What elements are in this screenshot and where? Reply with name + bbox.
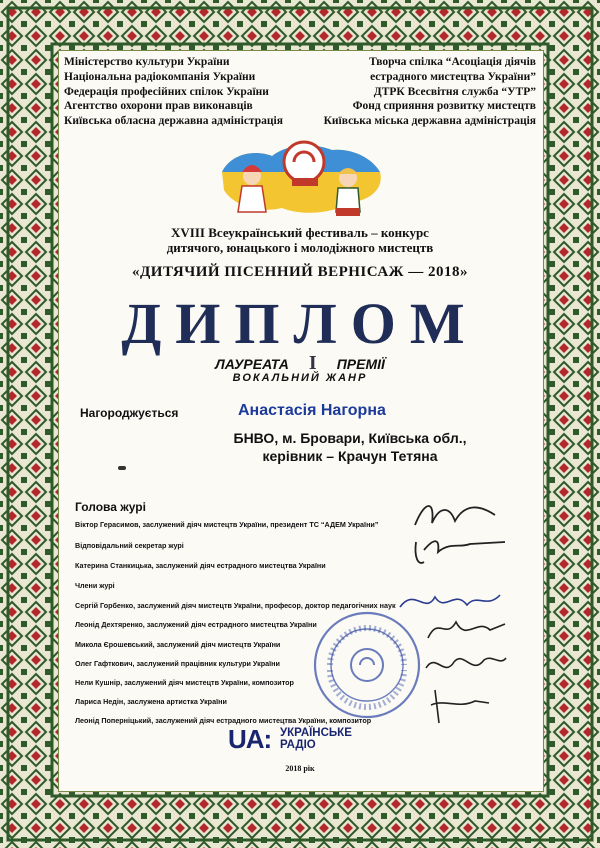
issue-year: 2018 рік [285, 764, 315, 773]
ink-mark [118, 466, 126, 470]
festival-name: «ДИТЯЧИЙ ПІСЕННИЙ ВЕРНІСАЖ — 2018» [131, 264, 469, 280]
organizer: Федерація професійних спілок України [64, 85, 269, 98]
signature [420, 648, 510, 682]
organizer: Агентство охорони прав виконавців [64, 100, 253, 113]
jury-line: Катерина Станкицька, заслужений діяч естрадного мистецтва України [75, 561, 326, 570]
diploma-title: ДИПЛОМ [121, 291, 479, 356]
jury-line: Леонід Дехтяренко, заслужений діяч естрадного мистецтва України [75, 620, 317, 629]
organizer: Київська обласна державна адміністрація [64, 115, 283, 128]
affiliation-line-1: БНВО, м. Бровари, Київська обл., [233, 430, 467, 446]
ua-mark: UA: [228, 724, 272, 754]
organizer: Міністерство культури України [64, 56, 230, 68]
organizer: Київська міська державна адміністрація [323, 115, 536, 128]
jury-line: Віктор Герасимов, заслужений діяч мистецтв України, президент ТС “АДЕМ України” [75, 520, 379, 529]
organizer: естрадного мистецтва України” [370, 70, 536, 83]
logo-line-2: РАДІО [280, 739, 316, 751]
jury-line: Нели Кушнір, заслужений діяч мистецтв України, композитор [75, 678, 294, 687]
jury-line: Лариса Недін, заслужена артистка України [75, 697, 227, 706]
ukrainian-radio-logo [228, 724, 368, 754]
organizers-right [324, 55, 536, 129]
jury-line: Відповідальний секретар журі [75, 541, 184, 550]
jury-line: Сергій Горбенко, заслужений діяч мистецтв України, професор, доктор педагогічних наук [75, 601, 396, 610]
organizer: Фонд сприяння розвитку мистецтв [352, 100, 536, 113]
jury-line: Члени журі [75, 581, 115, 590]
signature [410, 532, 510, 572]
jury-line: Леонід Поперніцький, заслужений діяч естрадного мистецтва України, композитор [75, 716, 372, 725]
organizer: ДТРК Всесвітня служба “УТР” [373, 85, 536, 98]
awarded-label: Нагороджується [80, 406, 179, 420]
organizer: Творча спілка “Асоціація діячів [369, 56, 536, 68]
recipient-name: Анастасія Нагорна [238, 402, 386, 419]
signature [420, 612, 510, 646]
signature [410, 495, 500, 535]
jury-line: Микола Єрошевський, заслужений діяч мистецтв України [75, 640, 281, 649]
laureate-suffix: ПРЕМІЇ [336, 356, 385, 372]
organizers-left [64, 55, 283, 129]
festival-logo [212, 132, 388, 222]
jury-heading: Голова журі [75, 500, 146, 514]
official-stamp [312, 610, 422, 720]
festival-line-2: дитячого, юнацького і молодіжного мистецтв [166, 240, 434, 255]
organizer: Національна радіокомпанія України [64, 70, 256, 83]
laureate-prefix: ЛАУРЕАТА [215, 356, 289, 372]
signature [425, 685, 495, 725]
jury-line: Олег Гафткович, заслужений працівник культури України [75, 659, 280, 668]
genre: ВОКАЛЬНИЙ ЖАНР [232, 372, 368, 384]
affiliation-line-2: керівник – Крачун Тетяна [262, 448, 438, 464]
laureate-number: I [308, 352, 317, 374]
festival-line-1: XVIII Всеукраїнський фестиваль – конкурс [171, 225, 429, 240]
logo-line-1: УКРАЇНСЬКЕ [280, 727, 352, 739]
